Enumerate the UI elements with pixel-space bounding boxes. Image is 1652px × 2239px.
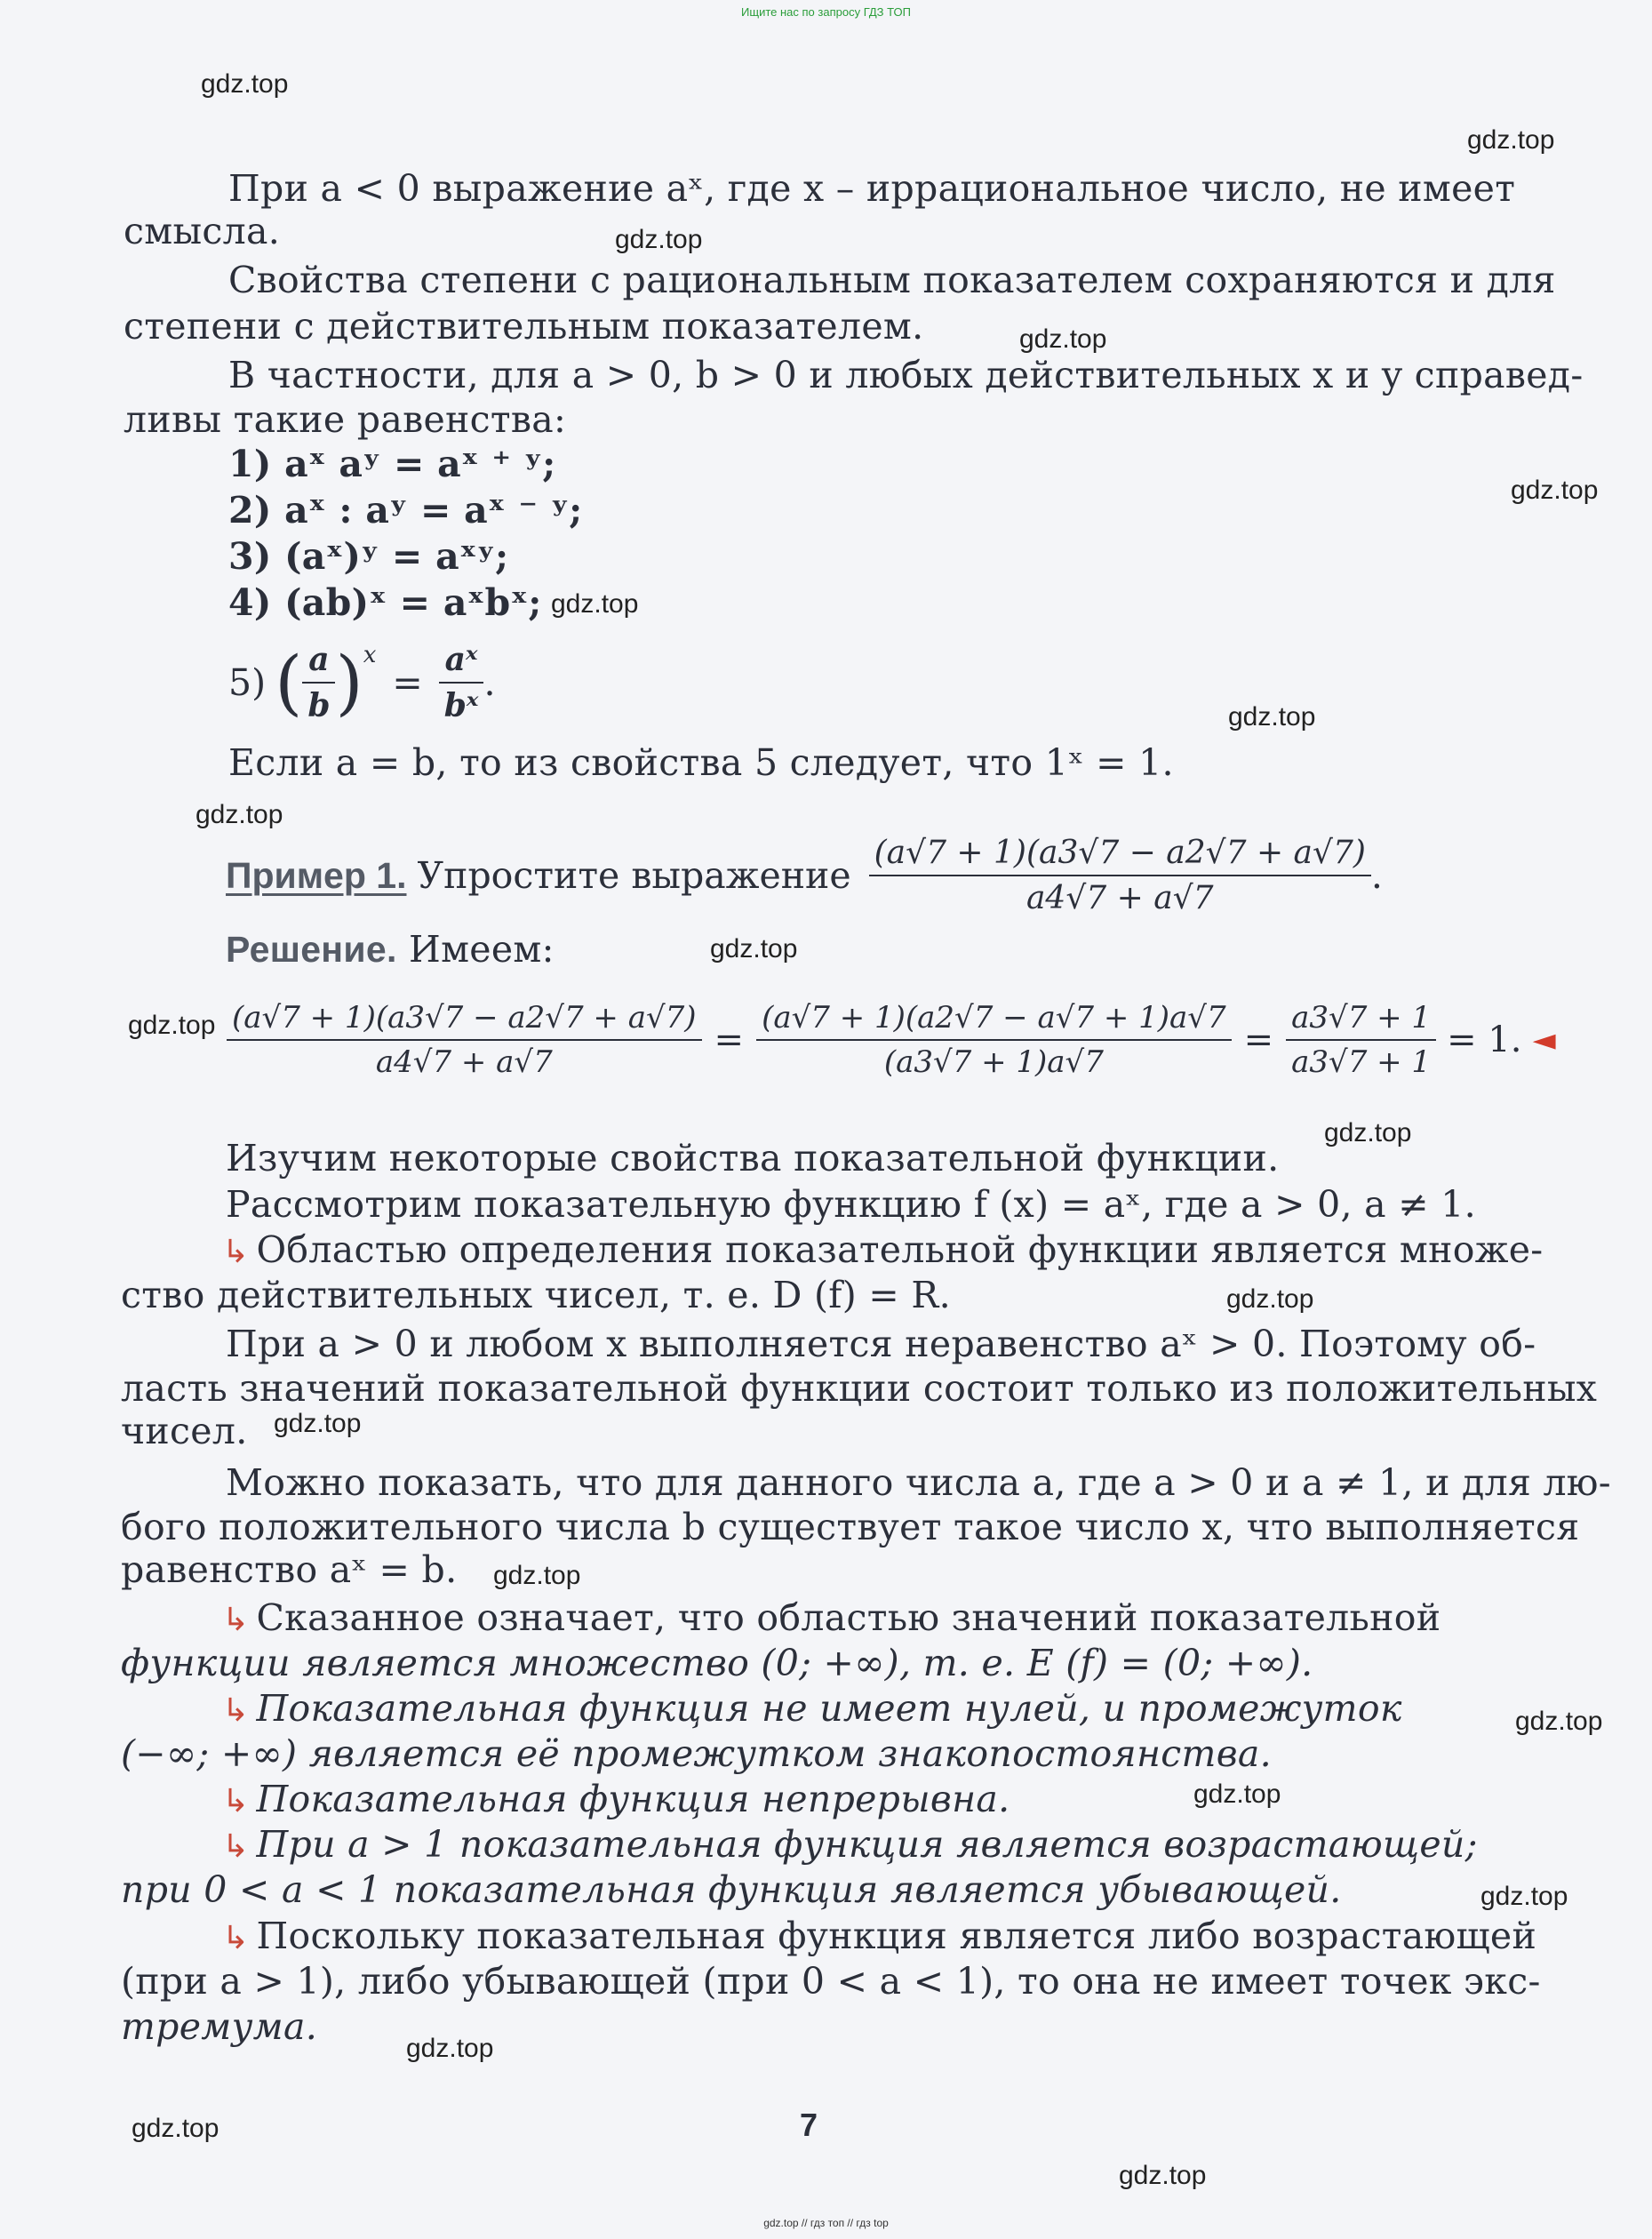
para2-line2: степени с действительным показателем. [124, 305, 924, 348]
zeros-line1: ↳ Показательная функция не имеет нулей, и промежуток [222, 1687, 1402, 1730]
show-line3: равенство aˣ = b. [121, 1548, 458, 1591]
example-fraction: $\frac{(a√7 + 1)(a3√7 - a2√7 + a√7)}{a4√7 + a√7}$ [869, 835, 1371, 916]
watermark: gdz.top [1119, 2161, 1207, 2190]
example-1: Пример 1. Упростите выражение $\frac{(a√7 + 1)(a3√7 - a2√7 + a√7)}{a4√7 + a√7}$ . [226, 835, 1383, 916]
monotone-line2: при 0 < a < 1 показательная функция является убывающей. [121, 1868, 1342, 1911]
extremum-line1: ↳ Поскольку показательная функция является либо возрастающей [222, 1915, 1537, 1957]
example-label: Пример 1. [226, 854, 407, 896]
positive-line2: ласть значений показательной функции состоит только из положительных [121, 1367, 1598, 1410]
arrow-right-icon: ↳ [222, 1783, 250, 1819]
study-line: Изучим некоторые свойства показательной функции. [226, 1137, 1280, 1179]
para1-line2: смысла. [124, 210, 281, 252]
range-line2: функции является множество (0; +∞), т. е. E (f) = (0; +∞). [121, 1642, 1313, 1684]
continuous-line: ↳ Показательная функция непрерывна. [222, 1778, 1010, 1820]
monotone-line1: ↳ При a > 1 показательная функция является возрастающей; [222, 1823, 1478, 1866]
arrow-right-icon: ↳ [222, 1692, 250, 1729]
header-note[interactable]: Ищите нас по запросу ГДЗ ТОП [741, 5, 911, 19]
solution-equation: $\frac{(a√7 + 1)(a3√7 - a2√7 + a√7)}{a4√7 + a√7}$ = $\frac{(a√7 + 1)(a2√7 - a√7 + 1)a√7}{(a3√7 + 1)a√7}$ = $\frac{a3√7 + 1}{a3√7 + 1}$ = 1. ◄ [227, 987, 1556, 1093]
solution-heading [226, 928, 555, 971]
watermark: gdz.top [493, 1561, 581, 1590]
watermark: gdz.top [551, 589, 639, 619]
end-of-solution-icon: ◄ [1532, 1022, 1556, 1058]
watermark: gdz.top [1480, 1882, 1568, 1911]
show-line1: Можно показать, что для данного числа a, где a > 0 и a ≠ 1, и для лю- [226, 1461, 1611, 1504]
watermark: gdz.top [1324, 1118, 1412, 1147]
extremum-line2: (при a > 1), либо убывающей (при 0 < a < 1), то она не имеет точек экс- [121, 1960, 1541, 2003]
positive-line1: При a > 0 и любом x выполняется неравенство aˣ > 0. Поэтому об- [226, 1323, 1536, 1365]
positive-line3: чисел. [121, 1410, 248, 1452]
solution-result: = 1. [1447, 1020, 1522, 1060]
watermark: gdz.top [1467, 125, 1555, 155]
solution-text: Имеем: [409, 928, 555, 971]
solution-fraction-3: $\frac{a3√7 + 1}{a3√7 + 1}$ [1286, 1000, 1436, 1080]
watermark: gdz.top [1019, 324, 1107, 354]
property-4: 4) (ab)ˣ = aˣbˣ; [228, 581, 542, 624]
show-line2: бого положительного числа b существует такое число x, что выполняется [121, 1506, 1580, 1548]
watermark: gdz.top [1511, 476, 1599, 505]
example-text: Упростите выражение [417, 854, 851, 897]
property-5-rhs: $\frac{\text{aˣ}}{\text{bˣ}}$ [439, 641, 484, 724]
property-1: 1) aˣ aʸ = aˣ ⁺ ʸ; [228, 443, 556, 485]
watermark: gdz.top [132, 2114, 219, 2143]
zeros-line2: (−∞; +∞) является её промежутком знакопостоянства. [121, 1732, 1272, 1775]
watermark: gdz.top [1515, 1707, 1603, 1736]
property-2: 2) aˣ : aʸ = aˣ ⁻ ʸ; [228, 489, 583, 532]
watermark: gdz.top [196, 800, 283, 829]
watermark: gdz.top [201, 69, 289, 99]
domain-line2: ство действительных чисел, т. е. D (f) = R. [121, 1274, 951, 1316]
arrow-right-icon: ↳ [222, 1920, 250, 1956]
para3-line1: В частности, для a > 0, b > 0 и любых действительных x и y справед- [228, 354, 1584, 396]
watermark: gdz.top [1193, 1779, 1281, 1809]
property-5: 5) ( $\frac{a}{b}$ ) x = $\frac{\text{aˣ}}{\text{bˣ}}$ . [228, 641, 496, 724]
watermark: gdz.top [1226, 1284, 1314, 1314]
property-3: 3) (aˣ)ʸ = aˣʸ; [228, 535, 509, 578]
consider-line: Рассмотрим показательную функцию f (x) = aˣ, где a > 0, a ≠ 1. [226, 1183, 1476, 1226]
footer-note[interactable]: gdz.top // гдз топ // гдз top [763, 2217, 889, 2229]
watermark: gdz.top [274, 1409, 362, 1438]
property-5-label: 5) [228, 661, 267, 704]
range-line1: ↳ Сказанное означает, что областью значений показательной [222, 1596, 1441, 1639]
watermark: gdz.top [710, 934, 798, 964]
page-number: 7 [800, 2107, 818, 2143]
solution-label: Решение. [226, 929, 397, 970]
solution-fraction-1: $\frac{(a√7 + 1)(a3√7 - a2√7 + a√7)}{a4√7 + a√7}$ [227, 1000, 702, 1080]
solution-fraction-2: $\frac{(a√7 + 1)(a2√7 - a√7 + 1)a√7}{(a3√7 + 1)a√7}$ [756, 1000, 1232, 1080]
arrow-right-icon: ↳ [222, 1602, 250, 1638]
watermark: gdz.top [615, 225, 703, 254]
watermark: gdz.top [128, 1011, 216, 1040]
extremum-line3: тремума. [121, 2005, 318, 2048]
property-5-lhs: $\frac{a}{b}$ [302, 641, 335, 724]
arrow-right-icon: ↳ [222, 1234, 250, 1270]
para2-line1: Свойства степени с рациональным показателем сохраняются и для [228, 259, 1556, 301]
arrow-right-icon: ↳ [222, 1828, 250, 1865]
para3-line2: ливы такие равенства: [124, 398, 567, 441]
watermark: gdz.top [1228, 702, 1316, 732]
if-line: Если a = b, то из свойства 5 следует, что 1ˣ = 1. [228, 741, 1174, 784]
domain-line1: ↳ Областью определения показательной функции является множе- [222, 1228, 1544, 1271]
watermark: gdz.top [406, 2034, 494, 2063]
para1-line1: При a < 0 выражение aˣ, где x – иррациональное число, не имеет [228, 167, 1516, 210]
